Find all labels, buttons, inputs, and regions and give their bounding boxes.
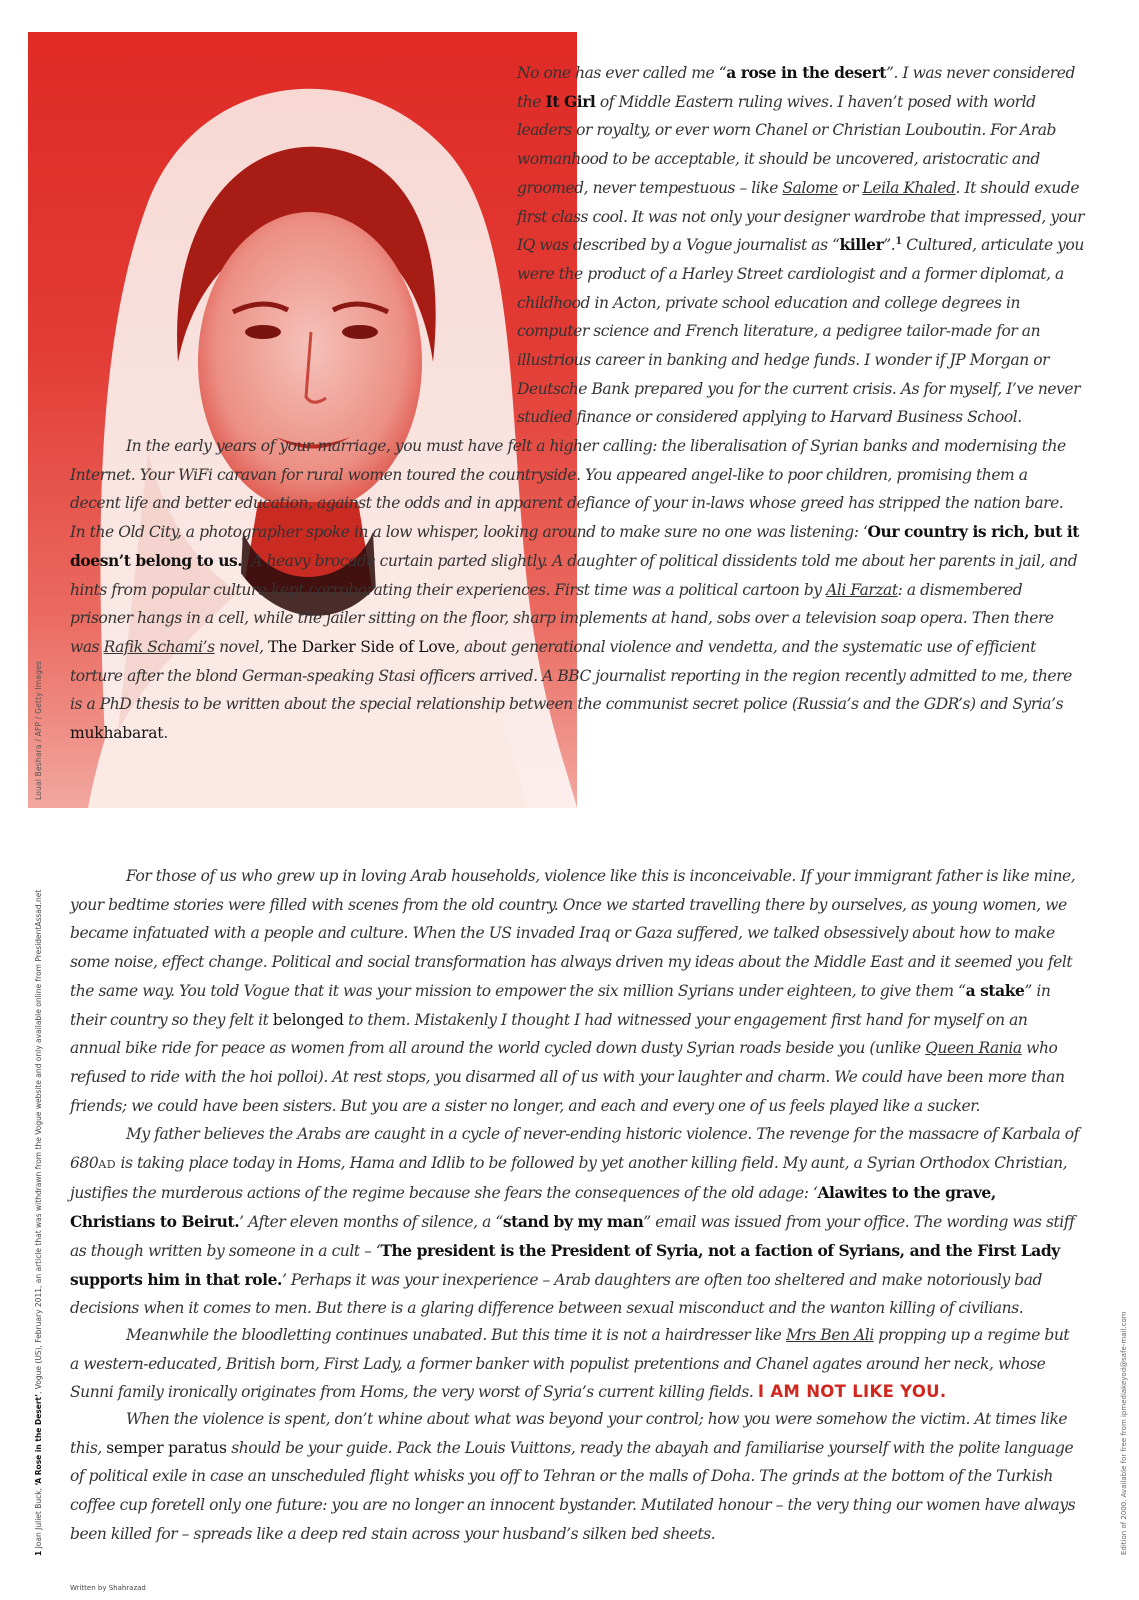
byline: Written by Shahrazad [70, 1584, 146, 1592]
paragraph-1: No one has ever called me “a rose in the desert”. I was never considered the It Girl of Middle Eastern ruling wives. I haven’t posed with world leaders or royalty, or ever worn Chanel or Christian Louboutin. For Arab womanhood to be acceptable, it should be uncovered, aristocratic and groomed, never tempestuous – like Salome or Leila Khaled. It should exude first class cool. It was not only your designer wardrobe that impressed, your IQ was described by a Vogue journalist as “killer”.$^1$ Cultured, articulate you were the product of a Harley Street cardiologist and a former diplomat, a childhood in Acton, private school education and college degrees in computer science and French literature, a pedigree tailor-made for an illustrious career in banking and hedge funds. I wonder if JP Morgan or Deutsche Bank prepared you for the current crisis. As for myself, I’ve never studied finance or considered applying to Harvard Business School. [517, 63, 1085, 427]
photo-credit: Louai Beshara / AFP / Getty Images [34, 660, 43, 800]
paragraph-2: In the early years of your marriage, you must have felt a higher calling: the liberalisation of Syrian banks and modernising the Internet. Your WiFi caravan for rural women toured the countryside. You appeared angel-like to poor children, promising them a decent life and better education, against the odds and in apparent defiance of your in-laws whose greed has stripped the nation bare. In the Old City, a photographer spoke in a low whisper, looking around to make sure no one was listening: ‘Our country is rich, but it doesn’t belong to us.’ A heavy brocade curtain parted slightly. A daughter of political dissidents told me about her parents in jail, and hints from popular culture kept corroborating their experiences. First time was a political cartoon by Ali Farzat: a dismembered prisoner hangs in a cell, while the jailer sitting on the floor, sharp implements at hand, sobs over a television soap opera. Then there was Rafik Schami’s novel, The Darker Side of Love, about generational violence and vendetta, and the systematic use of efficient torture after the blond German-speaking Stasi officers arrived. A BBC journalist reporting in the region recently admitted to me, there is a PhD thesis to be written about the special relationship between the communist secret police (Russia’s and the GDR’s) and Syria’s mukhabarat. [70, 437, 1080, 743]
paragraph-6: When the violence is spent, don’t whine about what was beyond your control; how you were somehow the victim. At times like this, semper paratus should be your guide. Pack the Louis Vuittons, ready the abayah and familiarise yourself with the polite language of political exile in case an unscheduled flight whisks you off to Tehran or the malls of Doha. The grinds at the bottom of the Turkish coffee cup foretell only one future: you are no longer an innocent bystander. Mutilated honour – the very thing our women have always been killed for – spreads like a deep red stain across your husband’s silken bed sheets. [70, 1410, 1076, 1543]
i-am-not-like-you: I AM NOT LIKE YOU. [757, 1382, 947, 1402]
footnote-title: ‘A Rose in the Desert’ [34, 1394, 43, 1486]
footnote-author: Joan Juliet Buck, [34, 1488, 43, 1549]
paragraph-3: For those of us who grew up in loving Arab households, violence like this is inconceivable. If your immigrant father is like mine, your bedtime stories were filled with scenes from the old country. Once we started travelling there by ourselves, as young women, we became infatuated with a people and culture. When the US invaded Iraq or Gaza suffered, we talked obsessively about how to make some noise, effect change. Political and social transformation has always driven my ideas about the Middle East and it seemed you felt the same way. You told Vogue that it was your mission to empower the six million Syrians under eighteen, to give them “a stake” in their country so they felt it belonged to them. Mistakenly I thought I had witnessed your engagement first hand for myself on an annual bike ride for peace as women from all around the world cycled down dusty Syrian roads beside you (unlike Queen Rania who refused to ride with the hoi polloi). At rest stops, you disarmed all of us with your laughter and charm. We could have been more than friends; we could have been sisters. But you are a sister no longer, and each and every one of us feels played like a sucker. [70, 867, 1076, 1115]
footnote-rest: , Vogue (US), February 2011, an article that was withdrawn from the Vogue website and only available online from PresidentAssad.net [34, 889, 43, 1394]
paragraph-5: Meanwhile the bloodletting continues unabated. But this time it is not a hairdresser like Mrs Ben Ali propping up a regime but a western-educated, British born, First Lady, a former banker with populist pretentions and Chanel agates around her neck, whose Sunni family ironically originates from Homs, the very worst of Syria’s current killing fields. I AM NOT LIKE YOU. [70, 1326, 1070, 1402]
edition-note: Edition of 2000. Available for free from ipmediakeyod@safe-mail.com [1120, 1311, 1128, 1555]
footnote [34, 890, 43, 1556]
footnote-ref: 1 [895, 236, 902, 248]
paragraph-4: My father believes the Arabs are caught in a cycle of never-ending historic violence. The revenge for the massacre of Karbala of 680AD is taking place today in Homs, Hama and Idlib to be followed by yet another killing field. My aunt, a Syrian Orthodox Christian, justifies the murderous actions of the regime because she fears the consequences of the old adage: ‘Alawites to the grave, Christians to Beirut.’ After eleven months of silence, a “stand by my man” email was issued from your office. The wording was stiff as though written by someone in a cult – ‘The president is the President of Syria, not a faction of Syrians, and the First Lady supports him in that role.’ Perhaps it was your inexperience – Arab daughters are often too sheltered and make notoriously bad decisions when it comes to men. But there is a glaring difference between sexual misconduct and the wanton killing of civilians. [70, 1125, 1079, 1318]
footnote-marker: 1 [34, 1550, 43, 1556]
